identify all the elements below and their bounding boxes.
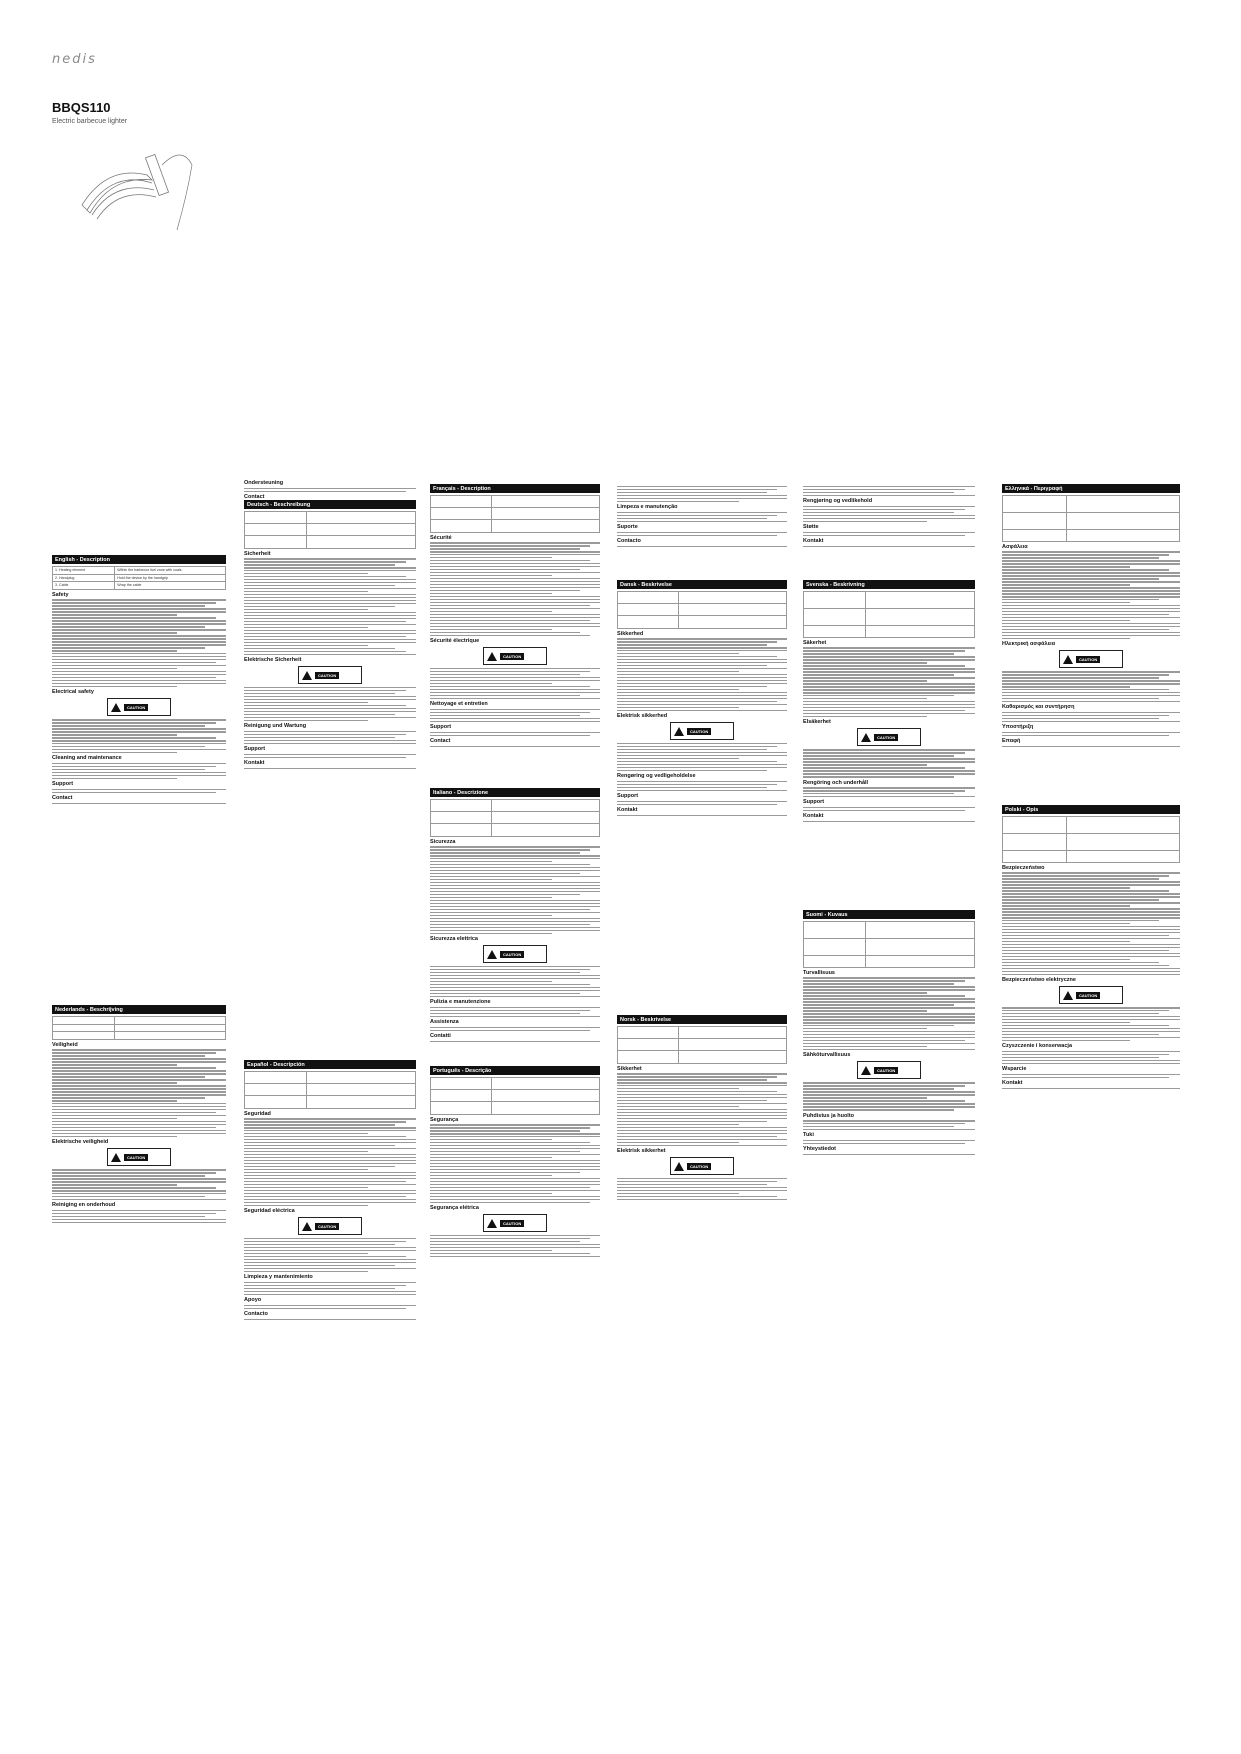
parts-table: 1. Heating element Within the barbecue fuel zone with coals 2. Handplug Hold the device by the handgrip 3. Cable Wrap the cable <box>52 566 226 590</box>
product-illustration <box>52 135 202 245</box>
warning-icon <box>111 703 121 712</box>
warning-icon <box>1063 991 1073 1000</box>
brand-logo: nedis <box>52 52 97 67</box>
warning-icon <box>861 733 871 742</box>
cleaning-heading: Cleaning and maintenance <box>52 755 122 762</box>
section-sv: Svenska - Beskrivning Säkerhet Elsäkerhet CAUTION Rengöring och underhåll Support Kontakt <box>803 580 975 824</box>
warning-icon <box>302 1222 312 1231</box>
warning-icon <box>487 1219 497 1228</box>
section-fi: Suomi - Kuvaus Turvallisuus Sähköturvallisuus CAUTION Puhdistus ja huolto Tuki Yhteystiedot <box>803 910 975 1157</box>
section-pl: Polski - Opis Bezpieczeństwo Bezpieczeństwo elektryczne CAUTION Czyszczenie i konserwacja Wsparcie Kontakt <box>1002 805 1180 1091</box>
warning-icon <box>674 727 684 736</box>
warning-icon <box>487 950 497 959</box>
electrical-heading: Electrical safety <box>52 689 94 696</box>
section-da: Dansk - Beskrivelse Sikkerhed Elektrisk sikkerhed CAUTION Rengøring og vedligeholdelse Support Kontakt <box>617 580 787 818</box>
safety-heading: Safety <box>52 591 69 598</box>
body-text <box>52 599 226 687</box>
section-es: Español - Descripción Seguridad Seguridad eléctrica CAUTION Limpieza y mantenimiento Apoyo Contacto <box>244 1060 416 1322</box>
product-subtitle: Electric barbecue lighter <box>52 118 128 125</box>
section-nl: Nederlands - Beschrijving Veiligheid Elektrische veiligheid CAUTION Reiniging en onderhoud <box>52 1005 226 1225</box>
model-number: BBQS110 <box>52 100 111 115</box>
warning-icon <box>1063 655 1073 664</box>
warning-icon <box>861 1066 871 1075</box>
section-fr: Français - Description Sécurité Sécurité électrique CAUTION Nettoyage et entretien Support Contact <box>430 484 600 749</box>
warning-icon <box>302 671 312 680</box>
warning-icon <box>674 1162 684 1171</box>
warning-icon <box>111 1153 121 1162</box>
support-heading: Support <box>52 781 74 788</box>
caution-label: CAUTION <box>107 698 171 716</box>
contact-heading: Contact <box>52 795 73 802</box>
section-it: Italiano - Descrizione Sicurezza Sicurezza elettrica CAUTION Pulizia e manutenzione Assistenza Contatti <box>430 788 600 1044</box>
section-header: English - Description <box>52 555 226 564</box>
section-en <box>52 555 226 806</box>
section-el: Ελληνικά - Περιγραφή Ασφάλεια Ηλεκτρική ασφάλεια CAUTION Καθαρισμός και συντήρηση Υποστήριξη Επαφή <box>1002 484 1180 749</box>
section-no: Norsk - Beskrivelse Sikkerhet Elektrisk sikkerhet CAUTION <box>617 1015 787 1202</box>
warning-icon <box>487 652 497 661</box>
section-de: Deutsch - Beschreibung Sicherheit Elektrische Sicherheit CAUTION Reinigung und Wartung Support Kontakt <box>244 500 416 771</box>
section-pt: Português - Descrição Segurança Segurança elétrica CAUTION <box>430 1066 600 1259</box>
